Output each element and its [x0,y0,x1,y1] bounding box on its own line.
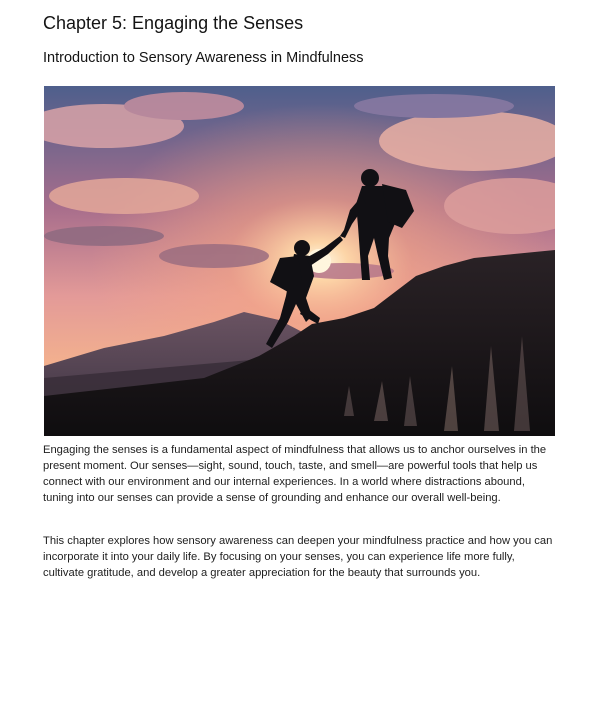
hero-image [44,86,555,436]
section-title: Introduction to Sensory Awareness in Mindfulness [43,50,364,66]
body-paragraph: Engaging the senses is a fundamental aspect of mindfulness that allows us to anchor ourselves in the present moment. Our senses—sight, sound, touch, taste, and smell—are powerful tools that help us connect with our environment and our internal experiences. In a world where distractions abound, tuning into our senses can provide a sense of grounding and enhance our overall well-being. [43,444,547,504]
chapter-title: Chapter 5: Engaging the Senses [43,13,304,33]
body-paragraph: This chapter explores how sensory awareness can deepen your mindfulness practice and how you can incorporate it into your daily life. By focusing on your senses, you can experience life more fully, cultivate gratitude, and develop a greater appreciation for the beauty that surrounds you. [43,535,553,579]
hikers-sunset-illustration [44,86,555,436]
